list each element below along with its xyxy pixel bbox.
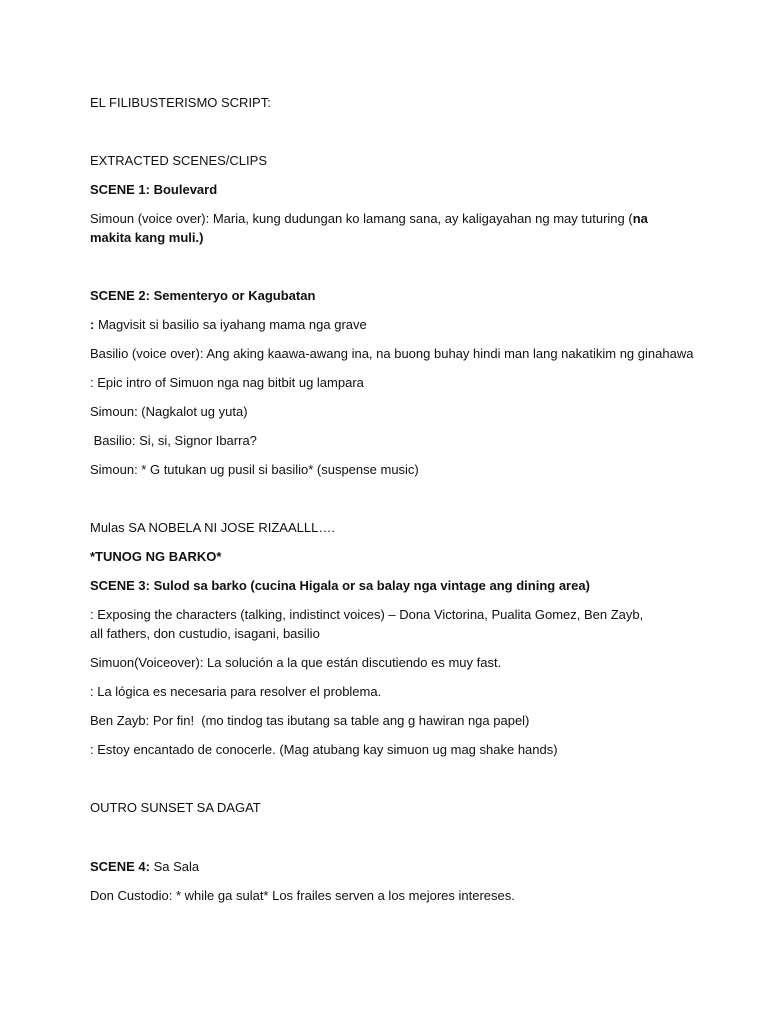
- scene-2-direction-1: [90, 315, 680, 334]
- scene-3-ben-zayb: Ben Zayb: Por fin! (mo tindog tas ibutang sa table ang g hawiran nga papel): [90, 713, 530, 728]
- scene-3-simuon-vo: Simuon(Voiceover): La solución a la que están discutiendo es muy fast.: [90, 655, 502, 670]
- transition-mulas: Mulas SA NOBELA NI JOSE RIZAALLL….: [90, 520, 335, 535]
- scene-2-direction-2: : Epic intro of Simuon nga nag bitbit ug lampara: [90, 375, 364, 390]
- scene-3-direction-2: : La lógica es necesaria para resolver el problema.: [90, 684, 382, 699]
- scene-4-don-custodio: Don Custodio: * while ga sulat* Los frailes serven a los mejores intereses.: [90, 888, 515, 903]
- scene-1-simoun-vo-text: Simoun (voice over): Maria, kung dudungan ko lamang sana, ay kaligayahan ng may tuturing (: [90, 211, 633, 226]
- scene-4-heading: [90, 857, 680, 876]
- scene-1-name: Boulevard: [153, 182, 218, 197]
- scene-3-heading: SCENE 3: Sulod sa barko (cucina Higala or sa balay nga vintage ang dining area): [90, 578, 590, 593]
- section-heading: EXTRACTED SCENES/CLIPS: [90, 153, 267, 168]
- scene-2-simoun-2: Simoun: * G tutukan ug pusil si basilio* (suspense music): [90, 462, 419, 477]
- scene-2-direction-1-colon: :: [90, 317, 95, 332]
- scene-2-basilio-1: Basilio: Si, si, Signor Ibarra?: [90, 433, 257, 448]
- outro-heading: OUTRO SUNSET SA DAGAT: [90, 800, 261, 815]
- scene-2-direction-1-text: Magvisit si basilio sa iyahang mama nga grave: [94, 317, 367, 332]
- scene-1-simoun-vo: [90, 209, 680, 247]
- scene-1-label: SCENE 1:: [90, 182, 150, 197]
- scene-2-basilio-vo: Basilio (voice over): Ang aking kaawa-awang ina, na buong buhay hindi man lang nakatikim ng ginahawa: [90, 346, 694, 361]
- scene-4-name: Sa Sala: [149, 859, 200, 874]
- scene-1-heading: [90, 180, 680, 199]
- scene-3-direction-1: : Exposing the characters (talking, indistinct voices) – Dona Victorina, Pualita Gomez, Ben Zayb, all fathers, don custudio, isagani, basilio: [90, 607, 644, 641]
- scene-2-heading: SCENE 2: Sementeryo or Kagubatan: [90, 288, 316, 303]
- scene-1-simoun-vo-bold: na makita kang muli.): [90, 211, 648, 245]
- transition-tunog: *TUNOG NG BARKO*: [90, 549, 222, 564]
- scene-2-simoun-1: Simoun: (Nagkalot ug yuta): [90, 404, 248, 419]
- document-title: EL FILIBUSTERISMO SCRIPT:: [90, 95, 271, 110]
- scene-3-direction-3: : Estoy encantado de conocerle. (Mag atubang kay simuon ug mag shake hands): [90, 742, 558, 757]
- scene-4-label: SCENE 4:: [90, 859, 150, 874]
